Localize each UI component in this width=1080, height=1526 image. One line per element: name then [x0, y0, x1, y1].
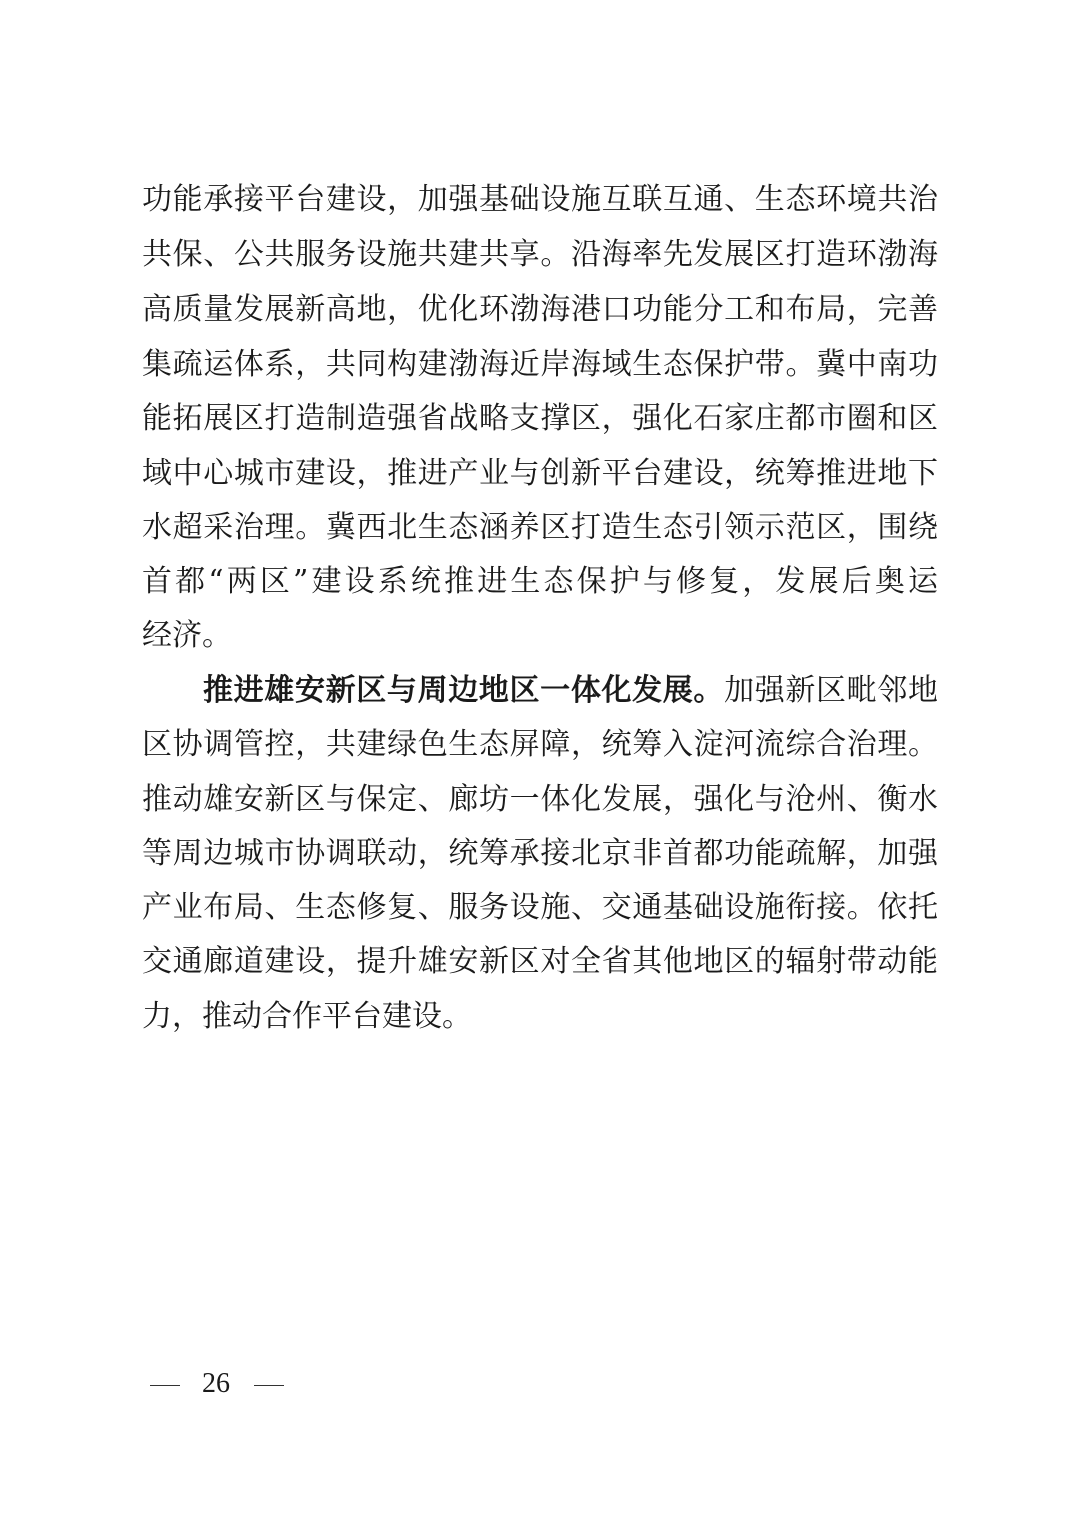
body-text-line: 力，推动合作平台建设。: [142, 999, 472, 1034]
page-number: 26: [202, 1368, 230, 1399]
body-text-line: 功能承接平台建设，加强基础设施互联互通、生态环境共治: [142, 182, 938, 217]
body-text-line: 首都“两区”建设系统推进生态保护与修复，发展后奥运: [142, 564, 938, 599]
body-text-line: 等周边城市协调联动，统筹承接北京非首都功能疏解，加强: [142, 836, 938, 871]
body-text-line: 推动雄安新区与保定、廊坊一体化发展，强化与沧州、衡水: [142, 782, 938, 817]
paragraph-first-line: [203, 664, 938, 718]
footer-dash-right: [254, 1385, 284, 1386]
body-text-line: 域中心城市建设，推进产业与创新平台建设，统筹推进地下: [142, 456, 938, 491]
page-footer: [150, 1364, 284, 1404]
paragraph-heading: 推进雄安新区与周边地区一体化发展。: [203, 673, 725, 708]
body-text-line: 高质量发展新高地，优化环渤海港口功能分工和布局，完善: [142, 292, 938, 327]
body-text-line: 共保、公共服务设施共建共享。沿海率先发展区打造环渤海: [142, 237, 938, 272]
body-text-line: 经济。: [142, 618, 232, 653]
body-text-line: 区协调管控，共建绿色生态屏障，统筹入淀河流综合治理。: [142, 727, 938, 762]
body-text-line: 交通廊道建设，提升雄安新区对全省其他地区的辐射带动能: [142, 944, 938, 979]
body-text-line: 能拓展区打造制造强省战略支撑区，强化石家庄都市圈和区: [142, 401, 938, 436]
body-text-line: 集疏运体系，共同构建渤海近岸海域生态保护带。冀中南功: [142, 347, 938, 382]
body-text-line: 水超采治理。冀西北生态涵养区打造生态引领示范区，围绕: [142, 510, 938, 545]
footer-dash-left: [150, 1385, 180, 1386]
body-text-line: 产业布局、生态修复、服务设施、交通基础设施衔接。依托: [142, 890, 938, 925]
body-text-fragment: 加强新区毗邻地: [724, 673, 939, 708]
